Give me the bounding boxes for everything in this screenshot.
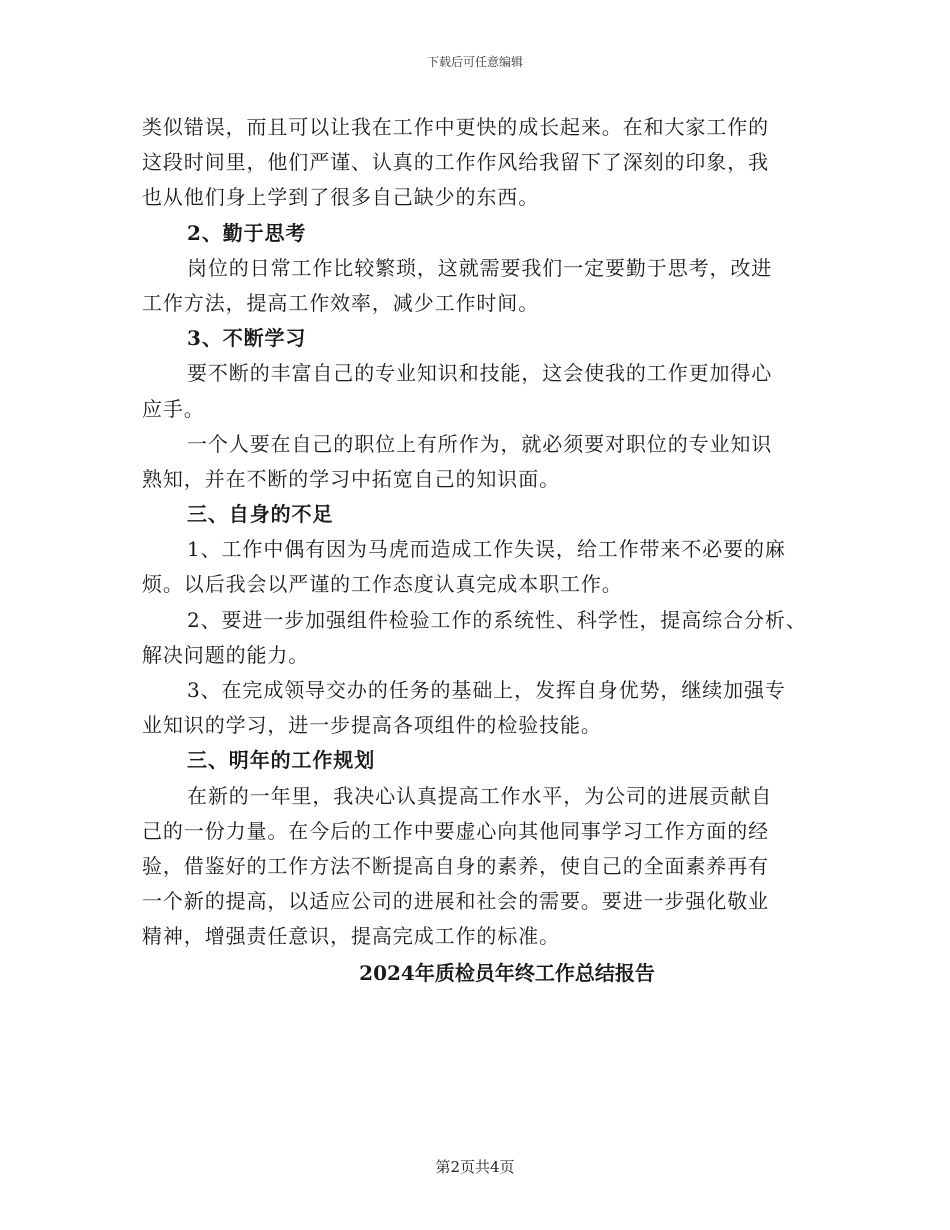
text-line-2: 这段时间里，他们严谨、认真的工作作风给我留下了深刻的印象，我 [142,150,769,175]
text-line-11: 熟知，并在不断的学习中拓宽自己的知识面。 [142,466,560,491]
section-heading-shortcomings: 三、自身的不足 [187,502,334,527]
text-line-21: 己的一份力量。在今后的工作中要虚心向其他同事学习工作方面的经 [142,818,769,843]
document-title: 2024年质检员年终工作总结报告 [359,960,655,985]
text-line-6: 工作方法，提高工作效率，减少工作时间。 [142,290,540,315]
text-line-5: 岗位的日常工作比较繁琐，这就需要我们一定要勤于思考，改进 [187,255,773,280]
text-line-10: 一个人要在自己的职位上有所作为，就必须要对职位的专业知识 [187,431,773,456]
text-line-15: 2、要进一步加强组件检验工作的系统性、科学性，提高综合分析、 [187,607,807,632]
document-body [142,110,832,991]
section-heading-continuous-learning: 3、不断学习 [187,326,307,351]
text-line-16: 解决问题的能力。 [142,642,310,667]
section-heading-diligent-thinking: 2、勤于思考 [187,220,307,245]
text-line-17: 3、在完成领导交办的任务的基础上，发挥自身优势，继续加强专 [187,678,786,702]
text-line-1: 类似错误，而且可以让我在工作中更快的成长起来。在和大家工作的 [142,115,769,139]
text-line-22: 验，借鉴好的工作方法不断提高自身的素养，使自己的全面素养再有 [142,853,769,878]
text-line-18: 业知识的学习，进一步提高各项组件的检验技能。 [142,713,602,738]
text-line-20: 在新的一年里，我决心认真提高工作水平，为公司的进展贡献自 [187,783,773,808]
text-line-13: 1、工作中偶有因为马虎而造成工作失误，给工作带来不必要的麻 [187,537,786,562]
text-line-3: 也从他们身上学到了很多自己缺少的东西。 [142,185,540,210]
section-heading-next-year-plan: 三、明年的工作规划 [187,748,376,773]
text-line-24: 精神，增强责任意识，提高完成工作的标准。 [142,924,560,949]
text-line-9: 应手。 [142,396,205,421]
text-line-14: 烦。以后我会以严谨的工作态度认真完成本职工作。 [142,572,623,597]
text-line-8: 要不断的丰富自己的专业知识和技能，这会使我的工作更加得心 [187,361,773,386]
page-number: 第2页共4页 [435,1158,515,1176]
text-line-23: 一个新的提高，以适应公司的进展和社会的需要。要进一步强化敬业 [142,889,769,914]
page-header: 下载后可任意编辑 [426,55,523,69]
